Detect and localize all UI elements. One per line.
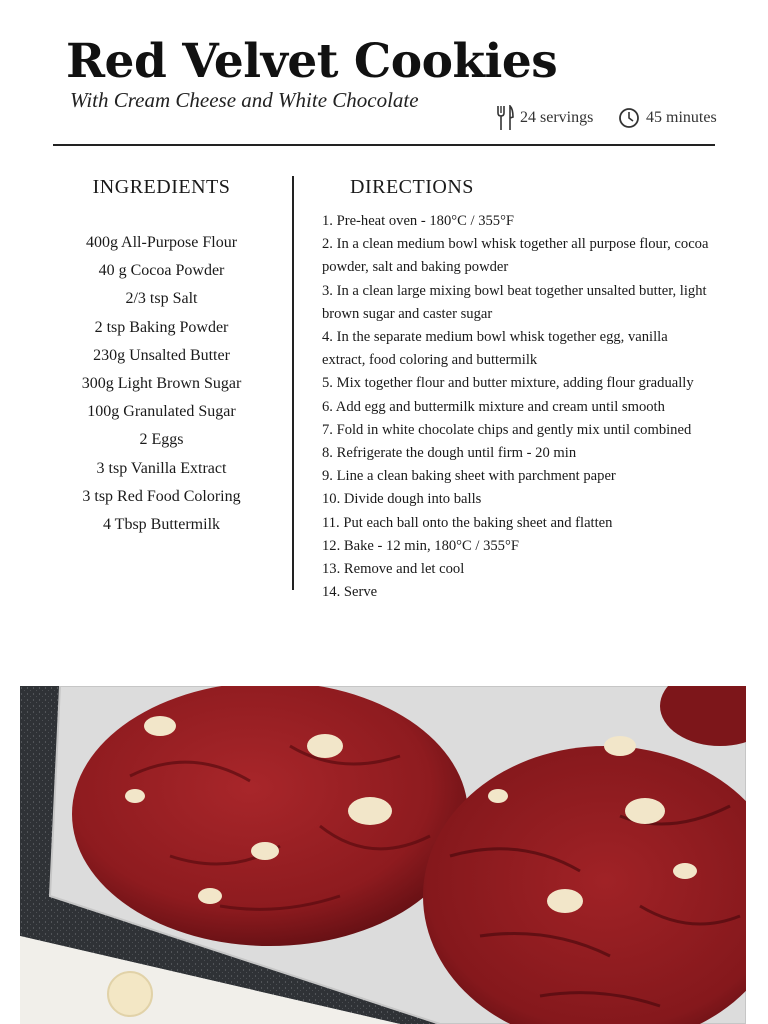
ingredient-item: 2/3 tsp Salt xyxy=(125,290,198,308)
ingredient-item: 3 tsp Red Food Coloring xyxy=(82,487,241,505)
ingredient-item: 230g Unsalted Butter xyxy=(93,346,230,364)
ingredient-item: 2 Eggs xyxy=(139,431,184,449)
ingredients-heading: INGREDIENTS xyxy=(92,176,231,198)
ingredients-list xyxy=(40,231,283,541)
ingredient-item: 2 tsp Baking Powder xyxy=(94,318,229,336)
direction-step: 9. Line a clean baking sheet with parchment paper xyxy=(322,468,616,485)
column-divider xyxy=(292,176,294,590)
direction-step: 7. Fold in white chocolate chips and gently mix until combined xyxy=(322,421,692,438)
clock-icon xyxy=(618,107,640,129)
white-chocolate-chip xyxy=(108,972,152,1016)
direction-step: 10. Divide dough into balls xyxy=(322,491,482,508)
time-info xyxy=(618,104,717,132)
directions-heading: DIRECTIONS xyxy=(350,176,474,198)
ingredient-item: 3 tsp Vanilla Extract xyxy=(96,459,227,477)
time-text: 45 minutes xyxy=(646,109,717,126)
ingredient-item: 40 g Cocoa Powder xyxy=(98,262,225,280)
cookie-photo xyxy=(20,686,746,1024)
servings-text: 24 servings xyxy=(520,109,594,126)
direction-step: 5. Mix together flour and butter mixture, adding flour gradually xyxy=(322,375,694,392)
directions-list xyxy=(322,210,714,604)
direction-step: 11. Put each ball onto the baking sheet and flatten xyxy=(322,514,613,531)
ingredient-item: 100g Granulated Sugar xyxy=(87,403,236,421)
servings-info xyxy=(496,104,593,132)
recipe-subtitle: With Cream Cheese and White Chocolate xyxy=(70,88,419,112)
recipe-title: Red Velvet Cookies xyxy=(66,34,558,89)
header-divider xyxy=(53,144,715,146)
direction-step: 4. In the separate medium bowl whisk together egg, vanilla extract, food coloring and buttermilk xyxy=(322,329,668,369)
direction-step: 1. Pre-heat oven - 180°C / 355°F xyxy=(322,213,515,229)
direction-step: 6. Add egg and buttermilk mixture and cream until smooth xyxy=(322,398,665,415)
direction-step: 12. Bake - 12 min, 180°C / 355°F xyxy=(322,537,519,554)
direction-step: 14. Serve xyxy=(322,584,378,601)
ingredient-item: 400g All-Purpose Flour xyxy=(85,234,238,251)
utensils-icon xyxy=(496,105,514,131)
ingredient-item: 4 Tbsp Buttermilk xyxy=(102,515,221,533)
direction-step: 2. In a clean medium bowl whisk together all purpose flour, cocoa powder, salt and baking powder xyxy=(322,236,709,276)
ingredient-item: 300g Light Brown Sugar xyxy=(81,374,242,392)
direction-step: 8. Refrigerate the dough until firm - 20 min xyxy=(322,445,577,462)
direction-step: 13. Remove and let cool xyxy=(322,561,465,578)
cookie-left xyxy=(72,686,468,946)
direction-step: 3. In a clean large mixing bowl beat together unsalted butter, light brown sugar and caster sugar xyxy=(322,282,707,322)
